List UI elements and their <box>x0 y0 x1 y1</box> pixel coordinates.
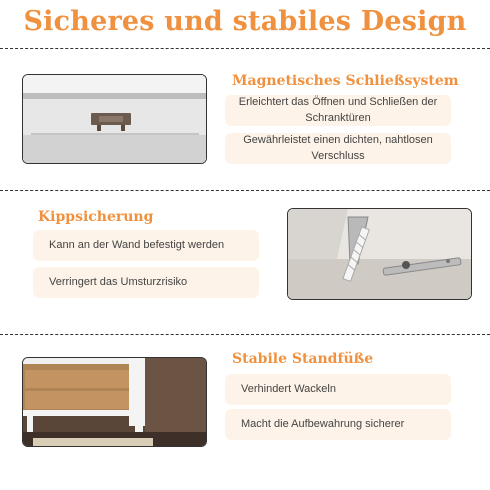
stable-feet-illustration <box>23 358 206 446</box>
page-title: Sicheres und stabiles Design <box>23 6 467 37</box>
feature-item: Macht die Aufbewahrung sicherer <box>225 409 451 440</box>
feature-item: Verringert das Umsturzrisiko <box>33 267 259 298</box>
section-divider <box>0 48 490 49</box>
section-heading-magnetic: Magnetisches Schließsystem <box>232 73 459 89</box>
anti-tip-kit-photo <box>287 208 472 300</box>
stable-feet-photo <box>22 357 207 447</box>
section-divider <box>0 334 490 335</box>
section-divider <box>0 190 490 191</box>
section-heading-feet: Stabile Standfüße <box>232 351 374 367</box>
feature-item: Kann an der Wand befestigt werden <box>33 230 259 261</box>
section-heading-anti-tip: Kippsicherung <box>38 209 154 225</box>
feature-item: Gewährleistet einen dichten, nahtlosen Verschluss <box>225 133 451 164</box>
magnetic-catch-illustration <box>23 75 206 163</box>
anti-tip-illustration <box>288 209 471 299</box>
magnetic-catch-photo <box>22 74 207 164</box>
feature-item: Erleichtert das Öffnen und Schließen der Schranktüren <box>225 95 451 126</box>
feature-item: Verhindert Wackeln <box>225 374 451 405</box>
